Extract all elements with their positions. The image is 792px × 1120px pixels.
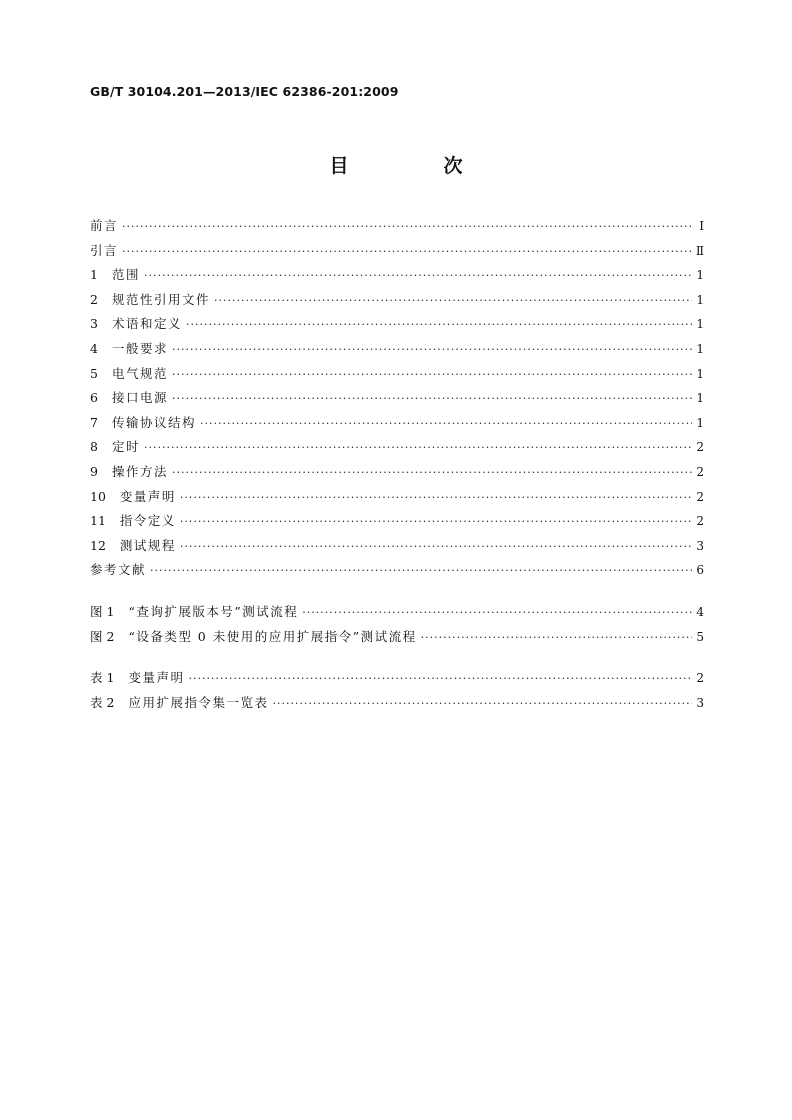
toc-dot-leader	[214, 289, 692, 314]
toc-dot-leader	[180, 510, 692, 535]
toc-entry[interactable]	[90, 411, 704, 436]
toc-entry-title: 传输协议结构	[111, 414, 196, 430]
toc-entry-number: 8	[90, 439, 98, 455]
toc-entry[interactable]	[90, 485, 704, 510]
toc-table-entry[interactable]	[90, 691, 704, 716]
toc-entry-number: 9	[90, 463, 98, 479]
toc-entry-label	[90, 386, 168, 411]
toc-dot-leader	[122, 240, 692, 265]
toc-dot-leader	[150, 559, 692, 584]
toc-entry-number: 12	[90, 537, 106, 553]
toc-page-number: 1	[696, 391, 704, 406]
toc-entry-label	[90, 460, 168, 485]
toc-entry-label	[90, 558, 146, 583]
toc-dot-leader	[272, 692, 692, 717]
toc-entry-number: 1	[90, 267, 98, 283]
toc-entry-title: 前言	[90, 218, 119, 233]
toc-entry-number: 10	[90, 488, 106, 504]
toc-entry-title: 指令定义	[119, 513, 176, 529]
toc-page-number: 1	[696, 341, 704, 356]
toc-entry-title: 变量声明	[128, 670, 185, 686]
toc-entry-number: 11	[90, 513, 106, 529]
toc-entries	[90, 214, 704, 583]
toc-entry-label	[90, 239, 118, 264]
toc-entry[interactable]	[90, 558, 704, 583]
toc-entry-title: 电气规范	[111, 365, 168, 381]
toc-dot-leader	[172, 338, 692, 363]
toc-entry-label	[90, 214, 118, 239]
toc-entry-title: 范围	[111, 267, 140, 283]
toc-entry-label	[90, 362, 168, 387]
toc-page-number: Ⅰ	[699, 219, 704, 233]
toc-entry[interactable]	[90, 460, 704, 485]
toc-entry-label	[90, 263, 140, 288]
toc-page-number: 1	[696, 415, 704, 430]
toc-entry-number: 7	[90, 414, 98, 430]
toc-entry-label	[90, 691, 268, 716]
standard-code-header: GB/T 30104.201—2013/IEC 62386-201:2009	[90, 84, 399, 99]
toc-entry[interactable]	[90, 337, 704, 362]
toc-entry[interactable]	[90, 386, 704, 411]
toc-tables	[90, 666, 704, 715]
toc-entry-number: 5	[90, 365, 98, 381]
toc-entry-label	[90, 411, 196, 436]
toc-entry-label	[90, 337, 168, 362]
toc-entry[interactable]	[90, 288, 704, 313]
toc-entry-title: 参考文献	[90, 562, 147, 578]
toc-entry-title: 一般要求	[111, 340, 168, 356]
toc-entry-label	[90, 485, 176, 510]
toc-page-number: 2	[696, 489, 704, 504]
toc-page-number: 2	[696, 514, 704, 529]
toc-entry-number: 图 1	[90, 603, 115, 619]
toc-dot-leader	[188, 667, 692, 692]
toc-page-number: 3	[696, 538, 704, 553]
toc-entry-title: “设备类型 0 未使用的应用扩展指令”测试流程	[128, 628, 417, 644]
toc-entry-label	[90, 534, 176, 559]
toc-entry-title: 变量声明	[119, 488, 176, 504]
toc-entry-number: 表 2	[90, 694, 115, 710]
toc-dot-leader	[302, 601, 692, 626]
toc-dot-leader	[122, 215, 692, 240]
toc-entry[interactable]	[90, 239, 704, 264]
toc-dot-leader	[144, 436, 692, 461]
toc-entry-number: 3	[90, 316, 98, 332]
toc-entry-title: 定时	[111, 439, 140, 455]
toc-dot-leader	[200, 412, 692, 437]
toc-entry-number: 4	[90, 340, 98, 356]
toc-dot-leader	[172, 461, 692, 486]
toc-page-number: 3	[696, 695, 704, 710]
toc-entry-label	[90, 288, 210, 313]
toc-entry-title: 应用扩展指令集一览表	[128, 694, 269, 710]
toc-entry-label	[90, 666, 184, 691]
toc-dot-leader	[144, 264, 692, 289]
toc-entry-number: 图 2	[90, 628, 115, 644]
toc-entry-title: 术语和定义	[111, 316, 182, 332]
toc-dot-leader	[172, 363, 692, 388]
toc-table-entry[interactable]	[90, 666, 704, 691]
toc-entry-label	[90, 625, 417, 650]
toc-entry-label	[90, 312, 182, 337]
toc-page-number: 1	[696, 292, 704, 307]
toc-entry-title: 操作方法	[111, 463, 168, 479]
toc-entry[interactable]	[90, 362, 704, 387]
toc-page-number: 5	[696, 629, 704, 644]
toc-page-number: 4	[696, 604, 704, 619]
toc-entry-title: “查询扩展版本号”测试流程	[128, 603, 299, 619]
page-title: 目 次	[329, 155, 501, 177]
toc-entry-label	[90, 435, 140, 460]
toc-dot-leader	[421, 626, 692, 651]
toc-page-number: 1	[696, 366, 704, 381]
toc-page-number: 2	[696, 671, 704, 686]
toc-page-number: 6	[696, 563, 704, 578]
toc-entry[interactable]	[90, 509, 704, 534]
toc-figure-entry[interactable]	[90, 600, 704, 625]
toc-entry[interactable]	[90, 534, 704, 559]
toc-page-number: Ⅱ	[695, 243, 704, 258]
toc-entry-title: 规范性引用文件	[111, 291, 210, 307]
toc-figure-entry[interactable]	[90, 625, 704, 650]
toc-dot-leader	[180, 486, 692, 511]
toc-dot-leader	[180, 535, 692, 560]
toc-page-number: 1	[696, 268, 704, 283]
toc-entry-title: 接口电源	[111, 390, 168, 406]
toc-entry-number: 6	[90, 390, 98, 406]
toc-entry[interactable]	[90, 312, 704, 337]
table-of-contents	[90, 214, 704, 715]
toc-entry-number: 2	[90, 291, 98, 307]
toc-entry-label	[90, 600, 298, 625]
toc-page-number: 2	[696, 464, 704, 479]
toc-entry-label	[90, 509, 176, 534]
toc-entry-title: 引言	[90, 242, 119, 258]
toc-dot-leader	[186, 313, 692, 338]
toc-figures	[90, 600, 704, 649]
toc-entry[interactable]	[90, 263, 704, 288]
toc-entry[interactable]	[90, 435, 704, 460]
toc-page-number: 2	[696, 440, 704, 455]
toc-dot-leader	[172, 387, 692, 412]
toc-entry[interactable]	[90, 214, 704, 239]
toc-page-number: 1	[696, 317, 704, 332]
toc-entry-number: 表 1	[90, 670, 115, 686]
toc-entry-title: 测试规程	[119, 537, 176, 553]
